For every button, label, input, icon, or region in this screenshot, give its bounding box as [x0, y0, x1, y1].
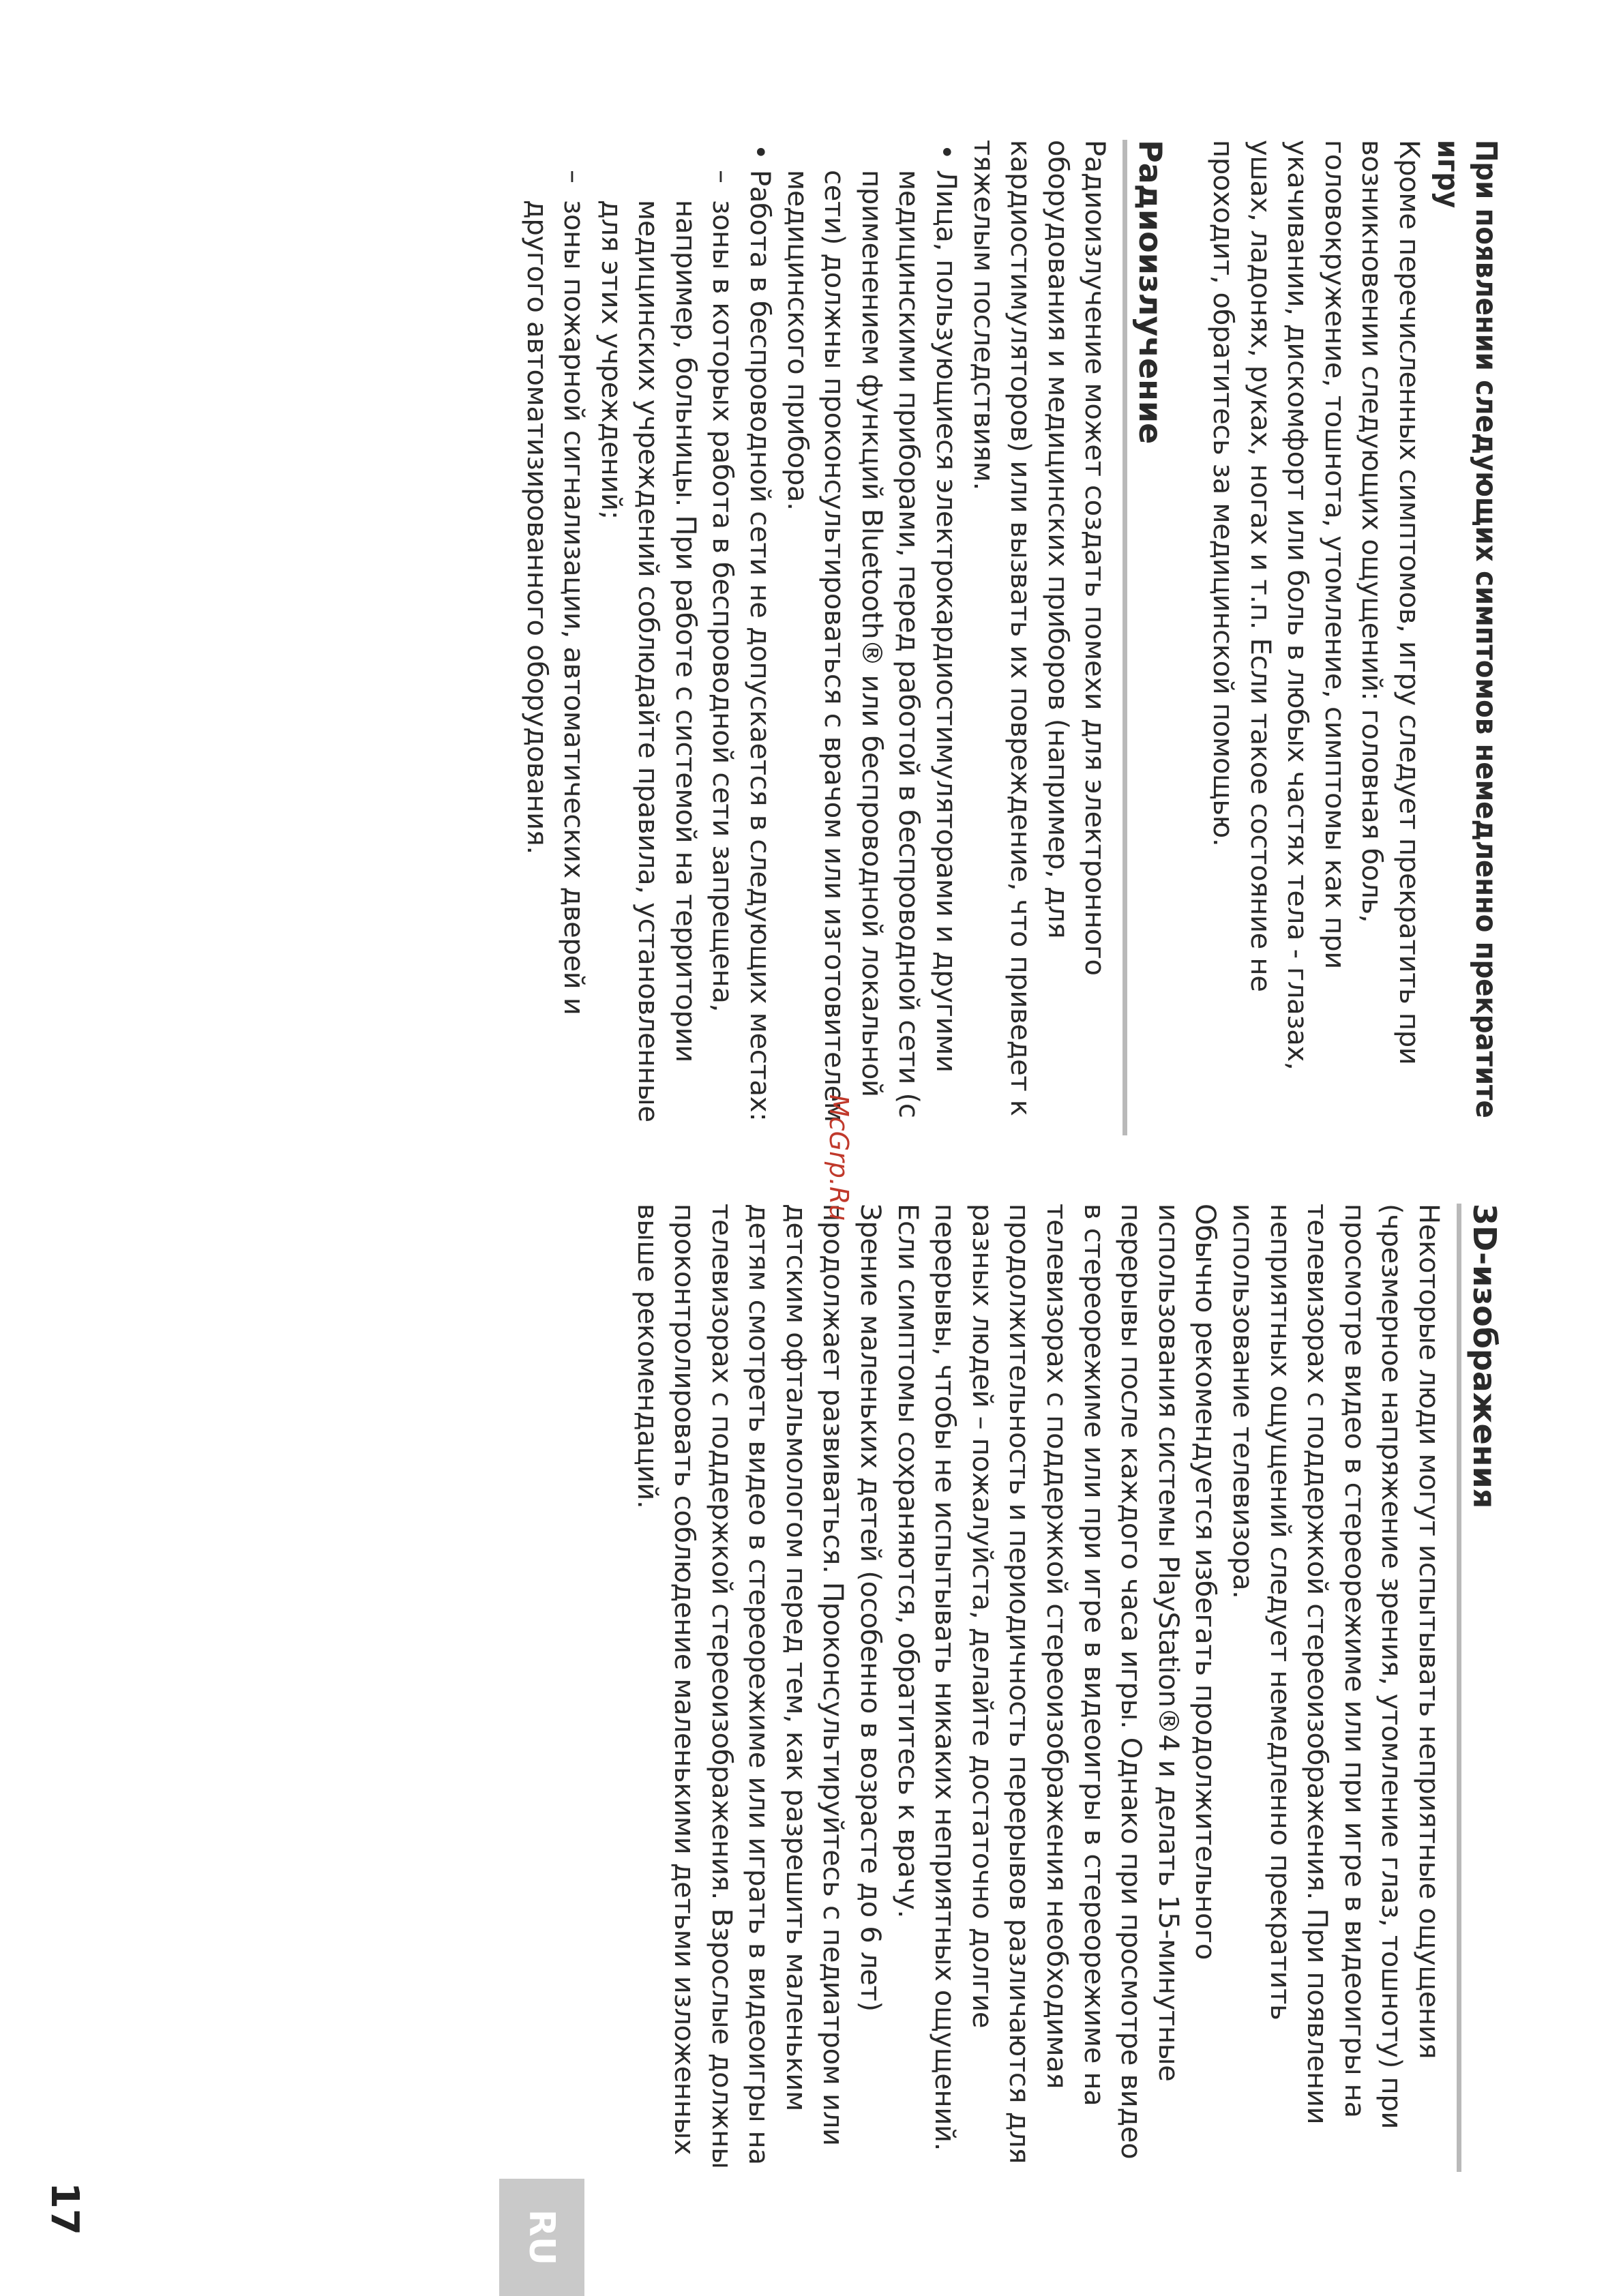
bullet-item-pacemakers: • Лица, пользующиеся электрокардиостимуляторами и другими медицинскими приборами, перед работой в беспроводной сети (с применением функций Bluetooth® или беспроводной локальной сети) должны проконсультироваться с врачом или изготовителем медицинского прибора.	[778, 140, 964, 1135]
left-column	[518, 140, 1505, 1135]
dash-item-fire-alarm: – зоны пожарной сигнализации, автоматических дверей и другого автоматизированного оборудования.	[518, 140, 592, 1135]
symptoms-paragraph: Кроме перечисленных симптомов, игру следует прекратить при возникновении следующих ощущений: головная боль, головокружение, тошнота, утомление, симптомы как при укачивании, дискомфорт или боль в любых частях тела - глазах, ушах, ладонях, руках, ногах и т.п. Если такое состояние не проходит, обратитесь за медицинской помощью.	[1207, 140, 1425, 1071]
radio-paragraph: Радиоизлучение может создать помехи для электронного оборудования и медицинских приборов (например, для кардиостимуляторов) или вызвать их повреждение, что приведет к тяжелым последствиям.	[967, 140, 1111, 1116]
right-column	[628, 1204, 1505, 2172]
3d-paragraph-1: Некоторые люди могут испытывать неприятные ощущения (чрезмерное напряжение зрения, утомление глаз, тошноту) при просмотре видео в стереорежиме или при игре в видеоигры на телевизорах с поддержкой стереоизображения. При появлении неприятных ощущений следует немедленно прекратить использование телевизора.	[1227, 1204, 1444, 2130]
radio-bullet-list	[741, 140, 965, 1135]
watermark: McGrp.Ru	[824, 1094, 854, 1221]
3d-paragraph-3: Зрение маленьких детей (особенно в возрасте до 6 лет) продолжает развиваться. Проконсультируйтесь с педиатром или детским офтальмологом перед тем, как разрешить маленьким детям смотреть видео в стереорежиме или играть в видеоигры на телевизорах с поддержкой стереоизображения. Взрослые должны проконтролировать соблюдение маленькими детьми изложенных выше рекомендаций.	[631, 1204, 887, 2169]
symptoms-heading: При появлении следующих симптомов немедленно прекратите игру	[1431, 140, 1503, 1118]
3d-paragraph-2: Обычно рекомендуется избегать продолжительного использования системы PlayStation®4 и делать 15-минутные перерывы после каждого часа игры. Однако при просмотре видео в стереорежиме или при игре в видеоигры в стереорежиме на телевизорах с поддержкой стереоизображения необходимая продолжительность и периодичность перерывов различаются для разных людей – пожалуйста, делайте достаточно долгие перерывы, чтобы не испытывать никаких неприятных ощущений. Если симптомы сохраняются, обратитесь к врачу.	[891, 1204, 1221, 2164]
radio-section-title: Радиоизлучение	[1122, 140, 1171, 1135]
page-number: 17	[42, 2182, 87, 2235]
dash-item-hospitals: – зоны в которых работа в беспроводной сети запрещена, например, больницы. При работе с системой на территории медицинских учреждений соблюдайте правила, установленные для этих учреждений;	[592, 140, 741, 1135]
bullet-item-restricted-places: • Работа в беспроводной сети не допускается в следующих местах:	[741, 140, 779, 1135]
3d-section-title: 3D-изображения	[1457, 1204, 1505, 2172]
language-tab: RU	[499, 2179, 584, 2296]
restricted-places-list	[518, 140, 741, 1135]
